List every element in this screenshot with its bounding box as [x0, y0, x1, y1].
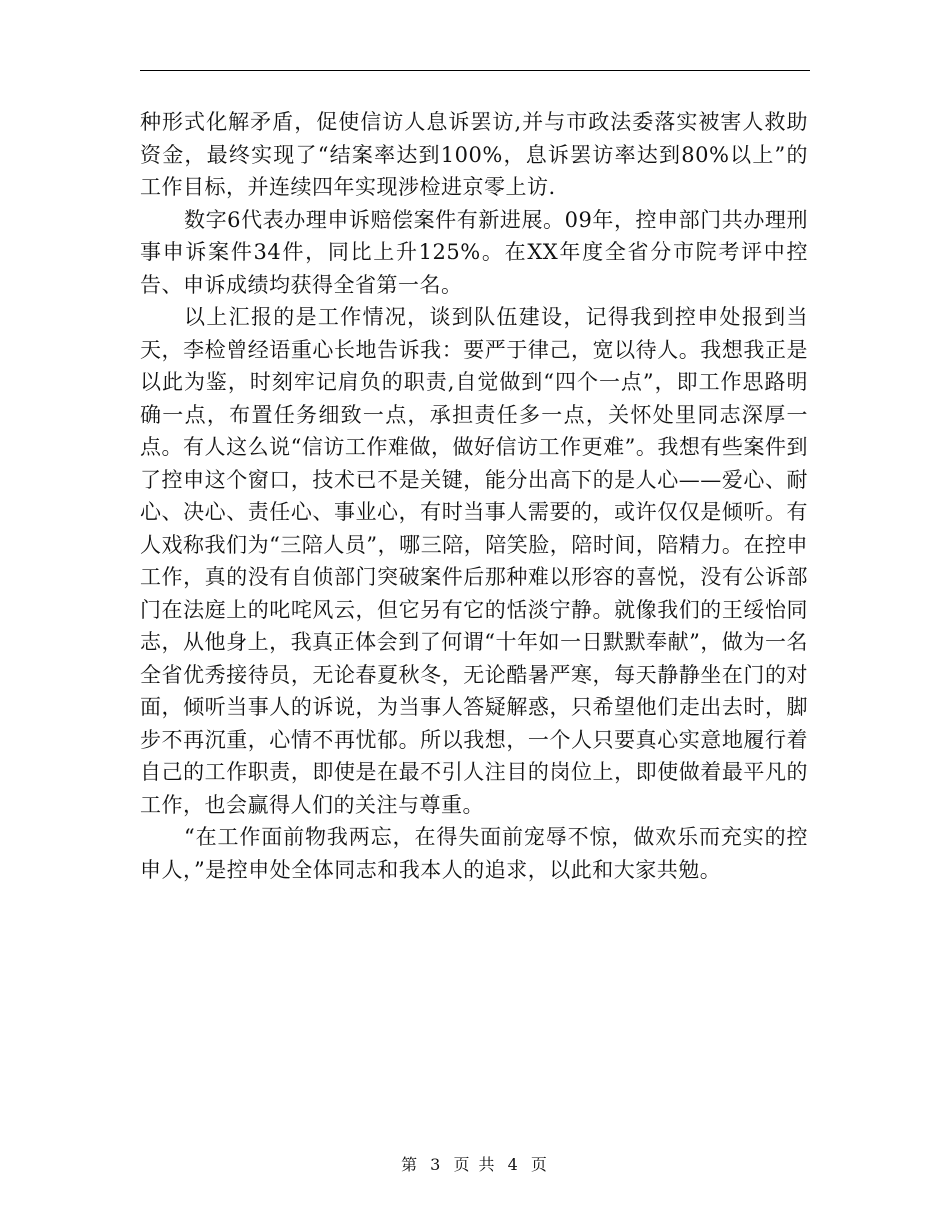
footer-suffix: 页 [530, 1155, 549, 1174]
paragraph-4: “在工作面前物我两忘，在得失面前宠辱不惊，做欢乐而充实的控申人，”是控申处全体同志和我本人的追求，以此和大家共勉。 [140, 825, 808, 882]
total-pages-number: 4 [507, 1155, 520, 1174]
paragraph-2: 数字6代表办理申诉赔偿案件有新进展。09年，控申部门共办理刑事申诉案件34件，同比上升125%。在XX年度全省分市院考评中控告、申诉成绩均获得全省第一名。 [140, 207, 808, 297]
current-page-number: 3 [430, 1155, 443, 1174]
header-rule [140, 70, 810, 71]
paragraph-1: 种形式化解矛盾，促使信访人息诉罢访,并与市政法委落实被害人救助资金，最终实现了“结案率达到100%，息诉罢访率达到80%以上”的工作目标，并连续四年实现涉检进京零上访. [140, 110, 808, 199]
paragraph-3: 以上汇报的是工作情况，谈到队伍建设，记得我到控申处报到当天，李检曾经语重心长地告诉我：要严于律己，宽以待人。我想我正是以此为鉴，时刻牢记肩负的职责,自觉做到“四个一点”，即工作思路明确一点，布置任务细致一点，承担责任多一点，关怀处里同志深厚一点。有人这么说“信访工作难做，做好信访工作更难”。我想有些案件到了控申这个窗口，技术已不是关键，能分出高下的是人心——爱心、耐心、决心、责任心、事业心，有时当事人需要的，或许仅仅是倾听。有人戏称我们为“三陪人员”，哪三陪，陪笑脸，陪时间，陪精力。在控申工作，真的没有自侦部门突破案件后那种难以形容的喜悦，没有公诉部门在法庭上的叱咤风云，但它另有它的恬淡宁静。就像我们的王绥怡同志，从他身上，我真正体会到了何谓“十年如一日默默奉献”，做为一名全省优秀接待员，无论春夏秋冬，无论酷暑严寒，每天静静坐在门的对面，倾听当事人的诉说，为当事人答疑解惑，只希望他们走出去时，脚步不再沉重，心情不再忧郁。所以我想，一个人只要真心实意地履行着自己的工作职责，即使是在最不引人注目的岗位上，即使做着最平凡的工作，也会赢得人们的关注与尊重。 [140, 305, 808, 817]
footer-prefix: 第 [401, 1155, 420, 1174]
footer-mid: 页 共 [453, 1155, 497, 1174]
document-body [140, 106, 808, 886]
page-footer [0, 1152, 950, 1175]
